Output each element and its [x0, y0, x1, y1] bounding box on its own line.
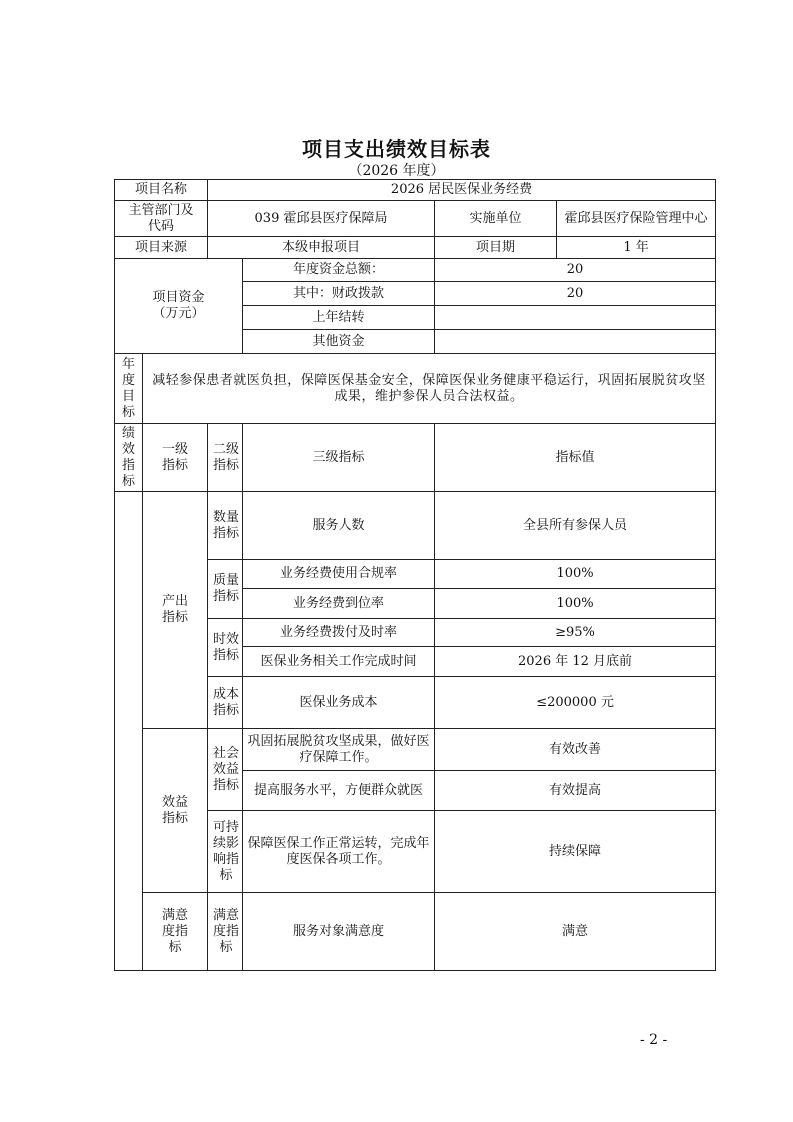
- impl-value: [557, 201, 716, 237]
- goal-text: 减轻参保患者就医负担，保障医保基金安全，保障医保业务健康平稳运行，巩固拓展脱贫攻坚成果，维护参保人员合法权益。: [143, 354, 716, 424]
- funds-carryover-value: [435, 306, 716, 330]
- funds-label: [115, 259, 243, 354]
- funds-label-text: 项目资金（万元）: [152, 290, 205, 321]
- satisfaction-l1-text: 满意度指标: [161, 907, 188, 955]
- period-label: 项目期: [435, 237, 557, 259]
- quality-label-text: 质量指标: [213, 573, 240, 604]
- satisfaction-name: 服务对象满意度: [243, 893, 435, 971]
- funds-carryover-label: 上年结转: [243, 306, 435, 330]
- funds-other-label: 其他资金: [243, 330, 435, 354]
- dept-label-text: 主管部门及代码: [128, 202, 194, 234]
- time-label-text: 时效指标: [213, 631, 240, 663]
- time-2-name: 医保业务相关工作完成时间: [243, 647, 435, 677]
- goal-label: [115, 354, 143, 424]
- goal-label-text: 年度目标: [121, 356, 135, 420]
- cost-label-text: 成本指标: [213, 686, 240, 718]
- cost-value: ≤200000 元: [435, 677, 716, 729]
- table-row: [115, 729, 716, 771]
- quantity-label: [208, 492, 243, 560]
- quantity-value: 全县所有参保人员: [435, 492, 716, 560]
- indicators-label: [115, 424, 143, 492]
- quality-label: [208, 560, 243, 619]
- page-number: - 2 -: [640, 1032, 668, 1048]
- sustain-label: [208, 811, 243, 893]
- satisfaction-l2-text: 满意度指标: [213, 907, 240, 955]
- indicators-spacer: [115, 492, 143, 971]
- time-1-name: 业务经费拨付及时率: [243, 619, 435, 647]
- funds-fiscal-label: 其中：财政拨款: [243, 282, 435, 306]
- time-2-value: 2026 年 12 月底前: [435, 647, 716, 677]
- source-label: 项目来源: [115, 237, 208, 259]
- funds-other-value: [435, 330, 716, 354]
- satisfaction-value: 满意: [435, 893, 716, 971]
- quantity-name: 服务人数: [243, 492, 435, 560]
- satisfaction-l1-label: [143, 893, 208, 971]
- indicators-label-text: 绩效指标: [121, 425, 135, 489]
- page-title: 项目支出绩效目标表: [302, 137, 491, 161]
- table-row: [115, 354, 716, 424]
- funds-total-label: 年度资金总额：: [243, 259, 435, 282]
- quality-2-value: 100%: [435, 589, 716, 619]
- quality-2-name: 业务经费到位率: [243, 589, 435, 619]
- period-value: 1 年: [557, 237, 716, 259]
- impl-label: 实施单位: [435, 201, 557, 237]
- project-name-label: 项目名称: [115, 180, 208, 201]
- benefit-label-text: 效益指标: [161, 794, 188, 826]
- output-label-text: 产出指标: [161, 594, 188, 625]
- social-1-name: 巩固拓展脱贫攻坚成果，做好医疗保障工作。: [243, 729, 435, 771]
- col-level2-header: [208, 424, 243, 492]
- time-label: [208, 619, 243, 677]
- satisfaction-l2-label: [208, 893, 243, 971]
- table-row: [115, 201, 716, 237]
- social-label-text: 社会效益指标: [213, 745, 240, 793]
- quality-1-value: 100%: [435, 560, 716, 589]
- social-2-name: 提高服务水平，方便群众就医: [243, 771, 435, 811]
- col-value-header: 指标值: [435, 424, 716, 492]
- social-label: [208, 729, 243, 811]
- col-level2-text: 二级指标: [213, 441, 240, 473]
- funds-total-value: 20: [435, 259, 716, 282]
- col-level3-header: 三级指标: [243, 424, 435, 492]
- social-1-value: 有效改善: [435, 729, 716, 771]
- source-value: 本级申报项目: [208, 237, 435, 259]
- cost-label: [208, 677, 243, 729]
- table-row: [115, 424, 716, 492]
- table-row: [115, 492, 716, 560]
- dept-label: [115, 201, 208, 237]
- cost-name: 医保业务成本: [243, 677, 435, 729]
- table-row: [115, 259, 716, 282]
- performance-target-table: [114, 179, 716, 971]
- table-row: [115, 237, 716, 259]
- impl-value-text: 霍邱县医疗保险管理中心: [564, 210, 708, 226]
- col-level1-header: [143, 424, 208, 492]
- sustain-name: 保障医保工作正常运转，完成年度医保各项工作。: [243, 811, 435, 893]
- page-subtitle: （2026 年度）: [348, 163, 445, 179]
- table-row: [115, 893, 716, 971]
- output-label: [143, 492, 208, 729]
- col-level1-text: 一级指标: [161, 441, 188, 473]
- sustain-label-text: 可持续影响指标: [213, 819, 240, 883]
- time-1-value: ≥95%: [435, 619, 716, 647]
- benefit-label: [143, 729, 208, 893]
- project-name-value: 2026 居民医保业务经费: [208, 180, 716, 201]
- social-2-value: 有效提高: [435, 771, 716, 811]
- table-row: [115, 180, 716, 201]
- sustain-value: 持续保障: [435, 811, 716, 893]
- quantity-label-text: 数量指标: [213, 509, 240, 541]
- quality-1-name: 业务经费使用合规率: [243, 560, 435, 589]
- dept-value: 039 霍邱县医疗保障局: [208, 201, 435, 237]
- funds-fiscal-value: 20: [435, 282, 716, 306]
